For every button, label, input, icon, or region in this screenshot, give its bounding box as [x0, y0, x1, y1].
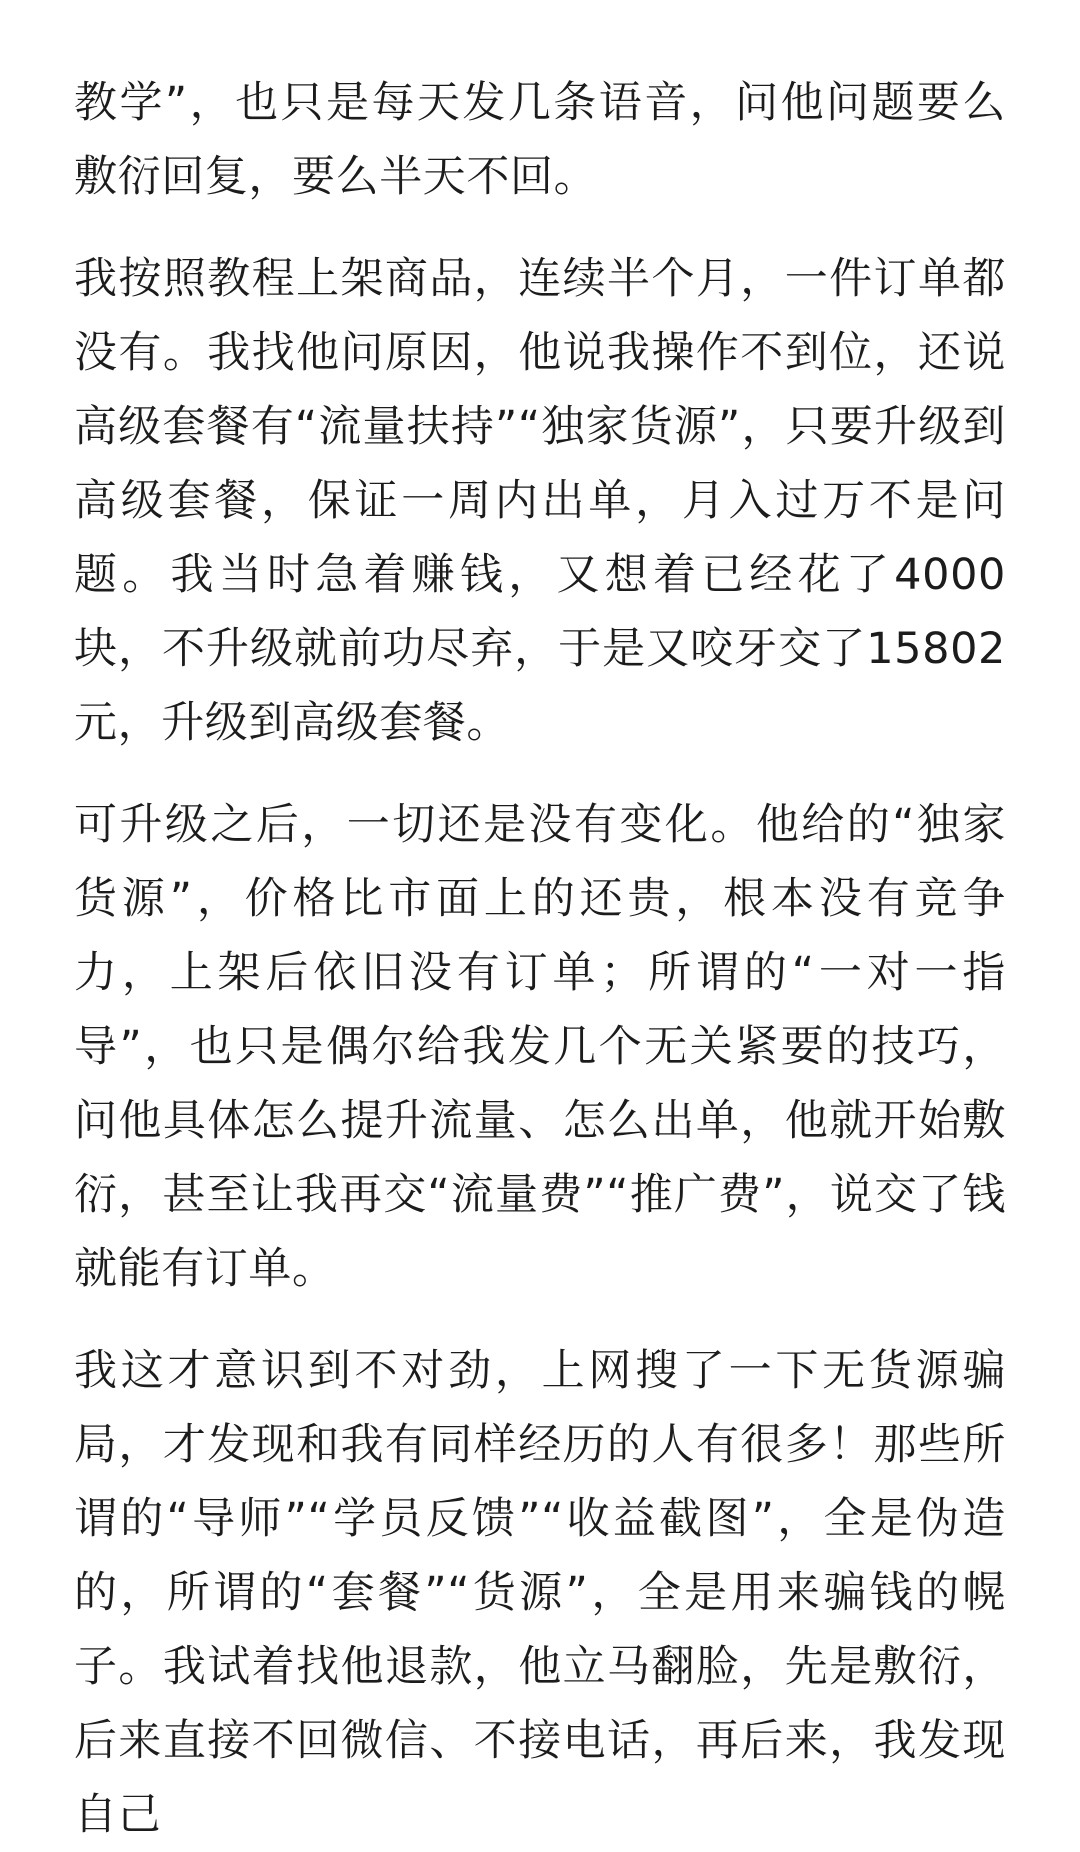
paragraph-2: 我按照教程上架商品，连续半个月，一件订单都没有。我找他问原因，他说我操作不到位，还说高级套餐有“流量扶持”“独家货源”，只要升级到高级套餐，保证一周内出单，月入过万不是问题。我当时急着赚钱，又想着已经花了4000块，不升级就前功尽弃，于是又咬牙交了15802元，升级到高级套餐。 [74, 254, 1006, 748]
paragraph-4: 我这才意识到不对劲，上网搜了一下无货源骗局，才发现和我有同样经历的人有很多！那些所谓的“导师”“学员反馈”“收益截图”，全是伪造的，所谓的“套餐”“货源”，全是用来骗钱的幌子。我试着找他退款，他立马翻脸，先是敷衍，后来直接不回微信、不接电话，再后来，我发现自己 [74, 1346, 1006, 1840]
paragraph-3: 可升级之后，一切还是没有变化。他给的“独家货源”，价格比市面上的还贵，根本没有竞争力，上架后依旧没有订单；所谓的“一对一指导”，也只是偶尔给我发几个无关紧要的技巧，问他具体怎么提升流量、怎么出单，他就开始敷衍，甚至让我再交“流量费”“推广费”，说交了钱就能有订单。 [74, 800, 1006, 1294]
paragraph-1: 教学”，也只是每天发几条语音，问他问题要么敷衍回复，要么半天不回。 [74, 78, 1006, 202]
